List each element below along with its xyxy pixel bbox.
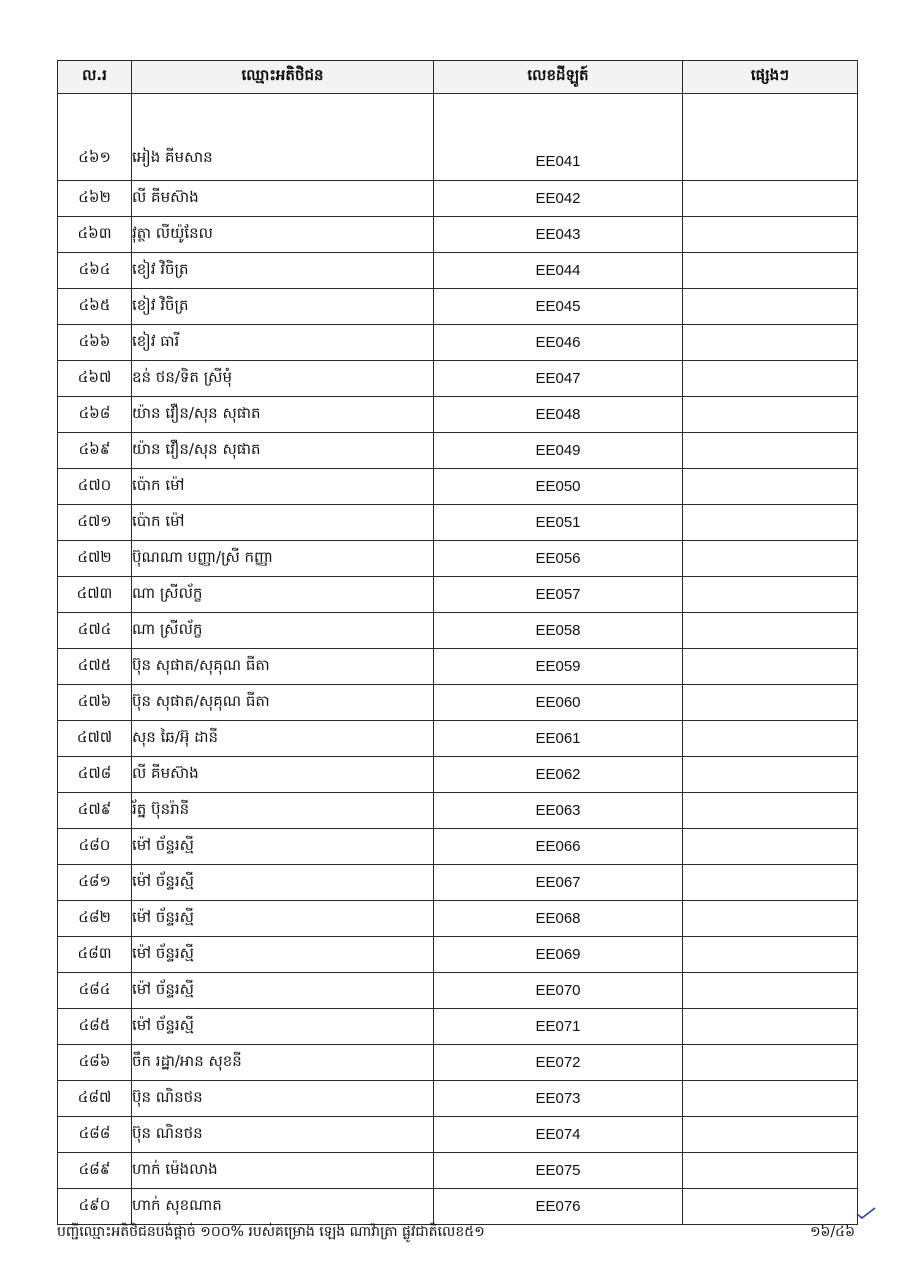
row-number: ៤៨៩: [58, 1153, 132, 1189]
row-number: ៤៧០: [58, 469, 132, 505]
other-note: [683, 1009, 858, 1045]
customer-name: សុន ឆៃ/អ៊ុ ដានី: [132, 721, 434, 757]
other-note: [683, 541, 858, 577]
row-number: ៤៨០: [58, 829, 132, 865]
lot-number: EE048: [434, 397, 683, 433]
row-number: ៤៨២: [58, 901, 132, 937]
customer-name: ហាក់ ម៉េងលាង: [132, 1153, 434, 1189]
lot-number: EE049: [434, 433, 683, 469]
other-note: [683, 253, 858, 289]
other-note: [683, 937, 858, 973]
table-row: [58, 469, 858, 505]
other-note: [683, 577, 858, 613]
table-row: [58, 1153, 858, 1189]
other-note: [683, 217, 858, 253]
table-row: [58, 649, 858, 685]
other-note: [683, 505, 858, 541]
lot-number: EE071: [434, 1009, 683, 1045]
customer-name: ប៊ុន ណិនថន: [132, 1081, 434, 1117]
table-row: [58, 793, 858, 829]
table-header-row: [58, 61, 858, 94]
lot-number: EE061: [434, 721, 683, 757]
lot-number: EE047: [434, 361, 683, 397]
lot-number: EE056: [434, 541, 683, 577]
other-note: [683, 433, 858, 469]
other-note: [683, 973, 858, 1009]
other-note: [683, 721, 858, 757]
lot-number: EE069: [434, 937, 683, 973]
row-number: ៤៧១: [58, 505, 132, 541]
customer-name: ម៉ៅ ច័ន្ទរស្មី: [132, 865, 434, 901]
customer-name: ខៀវ ធារី: [132, 325, 434, 361]
customer-name: លី គីមស៊ាង: [132, 757, 434, 793]
customer-name: វុត្ថា លីយ៉ូនែល: [132, 217, 434, 253]
table-row: [58, 1189, 858, 1225]
customer-name: ម៉ៅ ច័ន្ទរស្មី: [132, 901, 434, 937]
customer-name: ប៊ុណណា បញ្ញា/ស្រី កញ្ញា: [132, 541, 434, 577]
table-row: [58, 1081, 858, 1117]
row-number: ៤៨៤: [58, 973, 132, 1009]
other-note: [683, 397, 858, 433]
other-note: [683, 94, 858, 181]
other-note: [683, 901, 858, 937]
row-number: ៤៦២: [58, 181, 132, 217]
check-mark-icon: [855, 1206, 877, 1220]
table-row: [58, 361, 858, 397]
row-number: ៤៦៤: [58, 253, 132, 289]
row-number: ៤៧៤: [58, 613, 132, 649]
row-number: ៤៦១: [58, 94, 132, 181]
customer-name: ខៀវ វិចិត្រ: [132, 253, 434, 289]
customer-name: អៀង គីមសាន: [132, 94, 434, 181]
row-number: ៤៦៨: [58, 397, 132, 433]
customer-name: ហាក់ សុខណាត: [132, 1189, 434, 1225]
lot-number: EE063: [434, 793, 683, 829]
row-number: ៤៦៣: [58, 217, 132, 253]
other-note: [683, 325, 858, 361]
row-number: ៤៧៦: [58, 685, 132, 721]
customer-name: ម៉ៅ ច័ន្ទរស្មី: [132, 937, 434, 973]
table-row: [58, 613, 858, 649]
table-row: [58, 973, 858, 1009]
row-number: ៤៩០: [58, 1189, 132, 1225]
other-note: [683, 1153, 858, 1189]
customer-name: ឧន់ ថន/ទិត ស្រីមុំ: [132, 361, 434, 397]
table-row: [58, 253, 858, 289]
table-row: [58, 721, 858, 757]
header-lot-number: លេខដីឡូត៍: [434, 61, 683, 94]
header-other: ផ្សេងៗ: [683, 61, 858, 94]
lot-number: EE051: [434, 505, 683, 541]
other-note: [683, 613, 858, 649]
other-note: [683, 793, 858, 829]
lot-number: EE072: [434, 1045, 683, 1081]
lot-number: EE057: [434, 577, 683, 613]
lot-number: EE059: [434, 649, 683, 685]
customer-name: ប៉ោក ម៉ៅ: [132, 469, 434, 505]
customer-name: ម៉ៅ ច័ន្ទរស្មី: [132, 829, 434, 865]
table-row: [58, 901, 858, 937]
customer-name: យ៉ាន វឿន/សុន សុផាត: [132, 397, 434, 433]
other-note: [683, 289, 858, 325]
table-row: [58, 1117, 858, 1153]
other-note: [683, 181, 858, 217]
other-note: [683, 1117, 858, 1153]
customer-name: រ័ត្ន ប៊ុនរ៉ានី: [132, 793, 434, 829]
customer-name: ណា ស្រីល័ក្ខ: [132, 577, 434, 613]
row-number: ៤៧៨: [58, 757, 132, 793]
customer-name: ប៊ុន ណិនថន: [132, 1117, 434, 1153]
lot-number: EE062: [434, 757, 683, 793]
lot-number: EE043: [434, 217, 683, 253]
table-row: [58, 217, 858, 253]
row-number: ៤៦៥: [58, 289, 132, 325]
table-row: [58, 289, 858, 325]
table-row: [58, 685, 858, 721]
table-row: [58, 757, 858, 793]
customer-name: ម៉ៅ ច័ន្ទរស្មី: [132, 973, 434, 1009]
header-number: ល.រ: [58, 61, 132, 94]
row-number: ៤៨៧: [58, 1081, 132, 1117]
other-note: [683, 361, 858, 397]
lot-number: EE075: [434, 1153, 683, 1189]
other-note: [683, 1045, 858, 1081]
table-row: [58, 397, 858, 433]
customer-name: ប៉ោក ម៉ៅ: [132, 505, 434, 541]
customer-name: លី គីមស៊ាង: [132, 181, 434, 217]
lot-number: EE067: [434, 865, 683, 901]
other-note: [683, 649, 858, 685]
lot-number: EE074: [434, 1117, 683, 1153]
row-number: ៤៨១: [58, 865, 132, 901]
footer-title: បញ្ជីឈ្មោះអតិថិជនបង់ផ្តាច់ ១០០% របស់គម្រោង ឡេង ណាវ៉ាត្រា ផ្លូវជាតិលេខ៥១: [57, 1224, 485, 1240]
row-number: ៤៨៥: [58, 1009, 132, 1045]
table-row: [58, 325, 858, 361]
lot-number: EE073: [434, 1081, 683, 1117]
table-row: [58, 577, 858, 613]
customer-name: ណា ស្រីល័ក្ខ: [132, 613, 434, 649]
table-row: [58, 433, 858, 469]
row-number: ៤៦៧: [58, 361, 132, 397]
row-number: ៤៧៧: [58, 721, 132, 757]
customer-table: [57, 60, 858, 1225]
customer-name: យ៉ាន វឿន/សុន សុផាត: [132, 433, 434, 469]
other-note: [683, 757, 858, 793]
lot-number: EE045: [434, 289, 683, 325]
other-note: [683, 685, 858, 721]
other-note: [683, 829, 858, 865]
lot-number: EE068: [434, 901, 683, 937]
row-number: ៤៧២: [58, 541, 132, 577]
page-number: ១៦/៤៦: [809, 1224, 855, 1240]
row-number: ៤៦៩: [58, 433, 132, 469]
lot-number: EE046: [434, 325, 683, 361]
lot-number: EE058: [434, 613, 683, 649]
customer-name: ខៀវ វិចិត្រ: [132, 289, 434, 325]
lot-number: EE060: [434, 685, 683, 721]
row-number: ៤៧៣: [58, 577, 132, 613]
lot-number: EE044: [434, 253, 683, 289]
table-row: [58, 1045, 858, 1081]
other-note: [683, 469, 858, 505]
table-row: [58, 541, 858, 577]
other-note: [683, 1081, 858, 1117]
row-number: ៤៦៦: [58, 325, 132, 361]
lot-number: EE066: [434, 829, 683, 865]
customer-name: ប៊ុន សុផាត/សុគុណ ធីតា: [132, 649, 434, 685]
table-row: [58, 937, 858, 973]
customer-name: ចឹក រដ្ឋា/អាន សុខនី: [132, 1045, 434, 1081]
row-number: ៤៨៣: [58, 937, 132, 973]
other-note: [683, 865, 858, 901]
table-row: [58, 181, 858, 217]
lot-number: EE076: [434, 1189, 683, 1225]
row-number: ៤៧៩: [58, 793, 132, 829]
row-number: ៤៧៥: [58, 649, 132, 685]
header-customer-name: ឈ្មោះអតិថិជន: [132, 61, 434, 94]
table-row: [58, 829, 858, 865]
table-row: [58, 505, 858, 541]
other-note: [683, 1189, 858, 1225]
lot-number: EE050: [434, 469, 683, 505]
table-row: [58, 94, 858, 181]
customer-name: ប៊ុន សុផាត/សុគុណ ធីតា: [132, 685, 434, 721]
customer-name: ម៉ៅ ច័ន្ទរស្មី: [132, 1009, 434, 1045]
row-number: ៤៨៦: [58, 1045, 132, 1081]
table-row: [58, 1009, 858, 1045]
lot-number: EE041: [434, 94, 683, 181]
lot-number: EE070: [434, 973, 683, 1009]
row-number: ៤៨៨: [58, 1117, 132, 1153]
table-row: [58, 865, 858, 901]
lot-number: EE042: [434, 181, 683, 217]
